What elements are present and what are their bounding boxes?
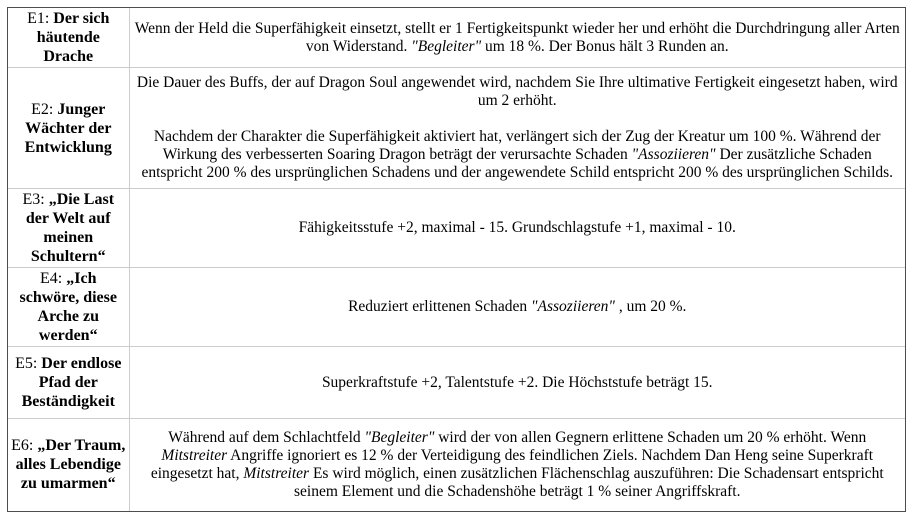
eidolon-ability-table	[8, 8, 905, 511]
eidolon-description-cell	[129, 189, 905, 268]
eidolon-name: Der endlose Pfad der Beständigkeit	[21, 355, 122, 410]
eidolon-label-cell	[8, 189, 129, 268]
eidolon-label-cell	[8, 347, 129, 419]
eidolon-table	[7, 7, 906, 512]
eidolon-name: „Die Last der Welt auf meinen Schultern“	[25, 191, 115, 265]
eidolon-number: E3:	[22, 191, 45, 208]
eidolon-description-cell	[129, 68, 905, 189]
eidolon-number: E6:	[11, 437, 34, 455]
eidolon-description-cell	[129, 8, 905, 68]
eidolon-description-cell	[129, 347, 905, 419]
eidolon-number: E5:	[15, 355, 38, 372]
eidolon-description-cell	[129, 268, 905, 347]
description-paragraph: Reduziert erlittenen Schaden "Assoziieren" , um 20 %.	[348, 298, 687, 315]
eidolon-label-cell	[8, 8, 129, 68]
eidolon-number: E2:	[31, 100, 54, 118]
eidolon-number: E4:	[40, 270, 63, 287]
eidolon-number: E1:	[27, 10, 50, 27]
eidolon-description-cell	[129, 419, 905, 511]
eidolon-name: „Der Traum, alles Lebendige zu umarmen“	[15, 437, 126, 493]
table-row	[8, 189, 905, 268]
table-row	[8, 268, 905, 347]
table-row	[8, 347, 905, 419]
eidolon-name: Junger Wächter der Entwicklung	[24, 100, 112, 156]
eidolon-label-cell	[8, 419, 129, 511]
description-paragraph: Nachdem der Charakter die Superfähigkeit aktiviert hat, verlängert sich der Zug der Kreatur um 100 %. Während der Wirkung des verbesserten Soaring Dragon beträgt der verursachte Schaden "Assoziieren" Der zusätzliche Schaden entspricht 200 % des ursprünglichen Schadens und der angewendete Schild entspricht 200 % des ursprünglichen Schilds.	[141, 128, 894, 181]
eidolon-name: Der sich häutende Drache	[36, 10, 110, 65]
eidolon-label-cell	[8, 68, 129, 189]
description-paragraph: Fähigkeitsstufe +2, maximal - 15. Grundschlagstufe +1, maximal - 10.	[298, 219, 736, 236]
eidolon-name: „Ich schwöre, diese Arche zu werden“	[19, 270, 117, 344]
table-row	[8, 8, 905, 68]
table-row	[8, 419, 905, 511]
eidolon-label-cell	[8, 268, 129, 347]
description-paragraph: Während auf dem Schlachtfeld "Begleiter" wird der von allen Gegnern erlittene Schaden um 20 % erhöht. Wenn Mitstreiter Angriffe ignoriert es 12 % der Verteidigung des feindlichen Ziels. Nachdem Dan Heng seine Superkraft eingesetzt hat, Mitstreiter Es wird möglich, einen zusätzlichen Flächenschlag auszuführen: Die Schadensart entspricht seinem Element und die Schadenshöhe beträgt 1 % seiner Angriffskraft.	[150, 428, 884, 500]
description-paragraph: Die Dauer des Buffs, der auf Dragon Soul angewendet wird, nachdem Sie Ihre ultimative Fertigkeit eingesetzt haben, wird um 2 erhöht.	[136, 74, 898, 109]
description-paragraph: Wenn der Held die Superfähigkeit einsetzt, stellt er 1 Fertigkeitspunkt wieder her und erhöht die Durchdringung aller Arten von Widerstand. "Begleiter" um 18 %. Der Bonus hält 3 Runden an.	[134, 19, 900, 55]
description-paragraph: Superkraftstufe +2, Talentstufe +2. Die Höchststufe beträgt 15.	[321, 373, 713, 391]
table-row	[8, 68, 905, 189]
